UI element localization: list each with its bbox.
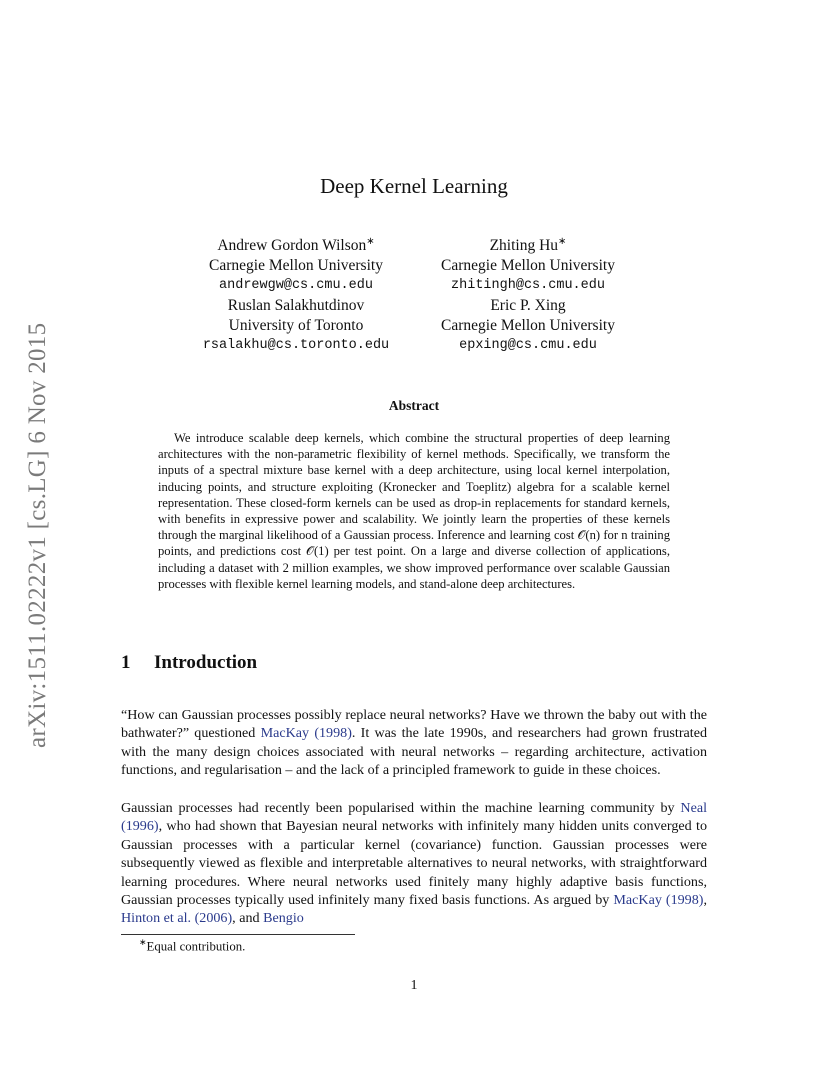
author-block <box>398 296 658 356</box>
author-name: Zhiting Hu∗ <box>489 236 567 255</box>
abstract-text: We introduce scalable deep kernels, which combine the structural properties of deep learning architectures with the non-parametric flexibility of kernel methods. Specifically, we transform the inputs of a spectral mixture base kernel with a deep architecture, using local kernel interpolation, inducing points, and structure exploiting (Kronecker and Toeplitz) algebra for a scalable kernel representation. These closed-form kernels can be used as drop-in replacements for standard kernels, with benefits in expressive power and scalability. We jointly learn the properties of these kernels through the marginal likelihood of a Gaussian process. Inference and learning cost 𝒪(n) for n training points, and predictions cost 𝒪(1) per test point. On a large and diverse collection of applications, including a dataset with 2 million examples, we show improved performance over scalable Gaussian processes with flexible kernel learning models, and stand-alone deep architectures. <box>158 431 670 591</box>
footnote: ∗Equal contribution. <box>139 937 246 954</box>
page-number: 1 <box>410 978 418 993</box>
section-number: 1 <box>121 652 131 673</box>
citation-link[interactable]: MacKay (1998) <box>260 725 352 742</box>
author-affiliation: University of Toronto <box>228 317 364 334</box>
author-email[interactable]: zhitingh@cs.cmu.edu <box>451 278 605 294</box>
section-heading <box>121 652 257 674</box>
author-email[interactable]: epxing@cs.cmu.edu <box>459 338 597 353</box>
intro-paragraph-1: “How can Gaussian processes possibly replace neural networks? Have we thrown the baby out with the bathwater?” questioned MacKay (1998). It was the late 1990s, and researchers had grown frustrated with the many design choices associated with neural networks – regarding architecture, activation functions, and regularisation – and the lack of a principled framework to guide in these choices. <box>121 707 707 779</box>
footnote-rule <box>121 934 355 935</box>
author-email[interactable]: andrewgw@cs.cmu.edu <box>219 278 373 294</box>
citation-link[interactable]: Bengio <box>263 910 304 927</box>
author-email[interactable]: rsalakhu@cs.toronto.edu <box>202 338 390 353</box>
citation-link[interactable]: Hinton et al. (2006) <box>121 910 233 927</box>
author-block <box>166 296 426 356</box>
author-affiliation: Carnegie Mellon University <box>209 257 383 275</box>
author-name: Eric P. Xing <box>490 297 566 314</box>
section-title: Introduction <box>154 652 258 673</box>
citation-link[interactable]: MacKay (1998) <box>613 892 704 909</box>
paper-title: Deep Kernel Learning <box>320 174 508 198</box>
author-affiliation: Carnegie Mellon University <box>441 257 615 275</box>
arxiv-identifier: arXiv:1511.02222v1 [cs.LG] 6 Nov 2015 <box>24 322 51 748</box>
citation-link[interactable]: Neal (1996) <box>121 800 707 835</box>
author-affiliation: Carnegie Mellon University <box>441 317 615 334</box>
author-block <box>398 232 658 296</box>
author-block <box>166 232 426 296</box>
intro-paragraph-2: Gaussian processes had recently been popularised within the machine learning community by Neal (1996), who had shown that Bayesian neural networks with infinitely many hidden units converged to Gaussian processes with a particular kernel (covariance) function. Gaussian processes were subsequently viewed as flexible and interpretable alternatives to neural networks, with straightforward learning procedures. Where neural networks used finitely many highly adaptive basis functions, Gaussian processes typically used infinitely many fixed basis functions. As argued by MacKay (1998), Hinton et al. (2006), and Bengio <box>121 800 708 927</box>
abstract-heading: Abstract <box>388 398 440 413</box>
author-name: Andrew Gordon Wilson∗ <box>217 236 375 255</box>
arxiv-sidebar <box>22 290 56 750</box>
author-name: Ruslan Salakhutdinov <box>227 297 365 314</box>
